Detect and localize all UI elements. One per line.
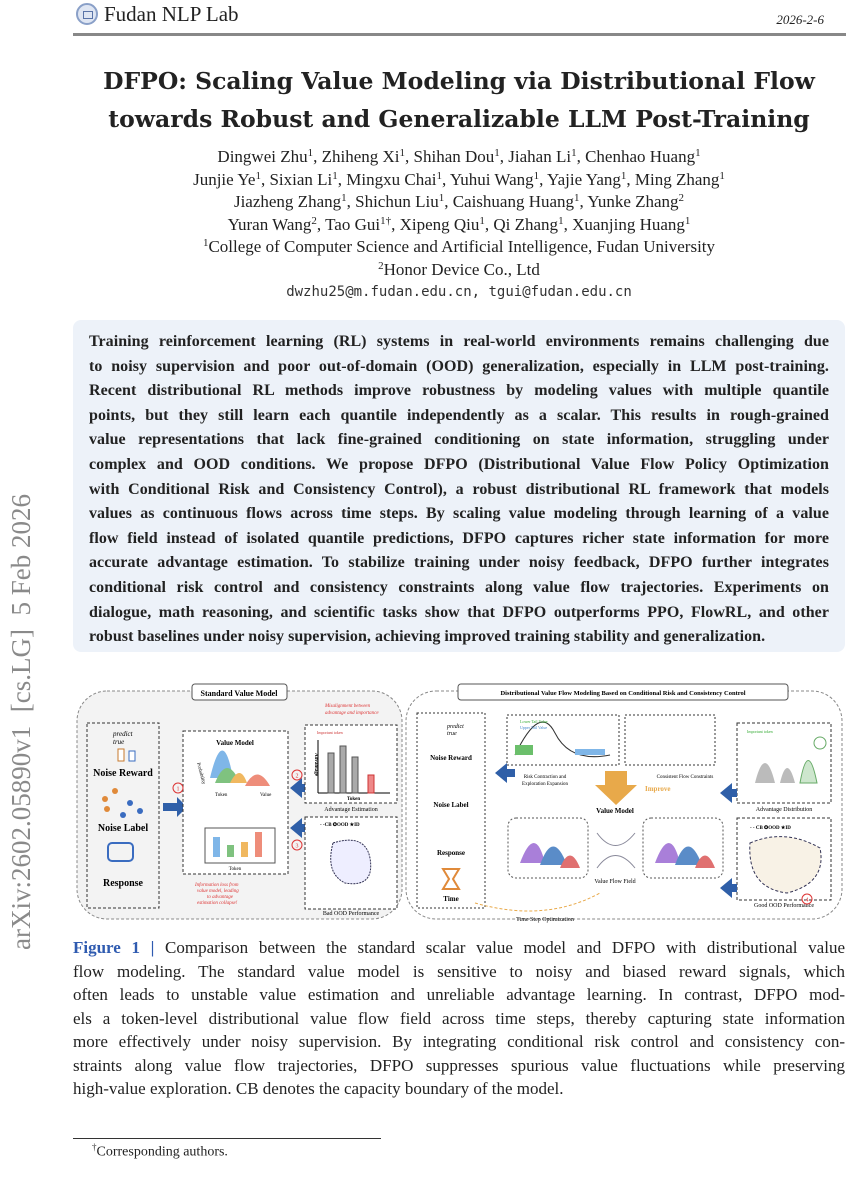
caption-line: flow modeling. The standard value model is sensitive to noisy and biased reward signals, which (73, 961, 845, 981)
affiliation-mark: 1 (341, 192, 347, 204)
abstract-line: values as continuous flows across time steps. By scaling value modeling through learning of a value (89, 505, 829, 523)
author-line: Dingwei Zhu$^1$, Zhiheng Xi$^1$, Shihan Dou$^1$, Jiahan Li$^1$, Chenhao Huang$^1$ (217, 147, 701, 166)
caption-text: Comparison between the standard scalar value model and DFPO with distributional value (154, 938, 845, 957)
figure-caption (73, 936, 845, 1101)
abstract-line: Recent distributional RL methods improve robustness by modeling values with multiple quantile (89, 382, 829, 400)
figure-label-text: Improve (645, 785, 671, 793)
header-date: 2026-2-6 (776, 12, 824, 27)
figure-label-text: Advantage Estimation (324, 807, 378, 813)
affiliation-mark: 1 (255, 169, 261, 182)
abstract-line: Training reinforcement learning (RL) systems in real-world environments remains challenging due (89, 333, 829, 350)
author-name: Mingxu Chai (346, 169, 437, 189)
abstract-line: accurate advantage estimation. To stabilize training under noisy feedback, DFPO further integrates (89, 554, 829, 572)
affiliation-mark: 1 (719, 169, 725, 182)
affiliation-mark: 1 (436, 169, 442, 182)
figure-label-text: - - CB ✪OOD ★ID (750, 826, 791, 831)
figure-label-text: advantage and importance (325, 711, 379, 716)
author-name: Shichun Liu (355, 192, 439, 211)
figure-label-text: value model, leading (197, 889, 239, 894)
affiliation: $^1$College of Computer Science and Artificial Intelligence, Fudan University (202, 237, 716, 256)
author-name: Shihan Dou (413, 147, 495, 166)
figure-label-text: Important token (317, 730, 343, 735)
caption-line: high-value exploration. CB denotes the capacity boundary of the model. (73, 1079, 564, 1098)
abstract-box (73, 320, 845, 652)
footnote: †Corresponding authors. (92, 1142, 228, 1160)
caption-line: els a token-level distributional value flow field across time steps, thereby capturing state information (73, 1008, 845, 1028)
abstract-line: robust baselines under noisy supervision, achieving improved training stability and generalization. (89, 628, 766, 646)
affiliation-mark: 1 (620, 169, 627, 182)
figure-label-text: Information loss from (195, 883, 239, 888)
figure-label-text: Probability (195, 762, 206, 785)
left-title: Standard Value Model (200, 689, 278, 698)
figure-label-text: true (447, 731, 457, 737)
right-title: Distributional Value Flow Modeling Based on Conditional Risk and Consistency Control (500, 690, 746, 697)
caption-line: straints along value flow trajectories, DFPO suppresses spurious value fluctuations while preserving (73, 1055, 845, 1075)
affiliation-mark: 1 (558, 214, 564, 227)
figure-label-text: Good OOD Performance (754, 903, 814, 909)
figure-label-text: Noise Reward (430, 754, 472, 762)
author-line: Yuran Wang$^2$, Tao Gui$^{1\dagger}$, Xipeng Qiu$^1$, Qi Zhang$^1$, Xuanjing Huang$^1$ (227, 214, 691, 234)
abstract-line: with Conditional Risk and Consistency Control), a robust distributional RL framework that models (89, 480, 829, 498)
figure-label-text: 1 (176, 786, 180, 793)
figure-label-text: Response (436, 849, 466, 857)
figure-label-text: Token (347, 797, 361, 802)
author-name: Dingwei Zhu (217, 147, 308, 166)
figure-label-text: Token (215, 793, 228, 798)
affiliation-mark: 1 (307, 147, 314, 159)
affiliation-mark: 1 (574, 192, 580, 204)
abstract-line: complex and OOD conditions. We propose DFPO (Distributional Value Flow Policy Optimization (89, 455, 829, 473)
affiliation: $^2$Honor Device Co., Ltd (378, 259, 540, 279)
arxiv-stamp[interactable]: arXiv:2602.05890v1 [cs.LG] 5 Feb 2026 (6, 494, 36, 950)
abstract-line: to noisy supervision and poor out-of-domain (OOD) generalization, especially in LLM post-training. (89, 357, 829, 375)
figure-label-text: Exploration Expansion (522, 782, 568, 787)
author-name: Tao Gui (325, 214, 381, 234)
affiliation-mark: 1 (494, 147, 500, 159)
caption-line (73, 936, 845, 960)
author-name: Xipeng Qiu (399, 214, 480, 234)
caption-line: more effectively under noisy supervision. By integrating conditional risk control and consistency con- (73, 1032, 845, 1051)
abstract-line: value representations that lack fine-grained conditioning on state information, struggling under (89, 431, 829, 449)
title-line: towards Robust and Generalizable LLM Post-Training (108, 105, 810, 133)
affiliation-mark: 1 (533, 169, 540, 182)
affiliation-mark: 1 (399, 147, 406, 159)
author-line: Junjie Ye$^1$, Sixian Li$^1$, Mingxu Chai$^1$, Yuhui Wang$^1$, Yajie Yang$^1$, Ming Zhang$^1$ (193, 169, 725, 189)
figure-label-text: Misalignment between (325, 704, 371, 709)
figure-label-text: Value Flow Field (594, 879, 636, 885)
author-line: Jiazheng Zhang$^1$, Shichun Liu$^1$, Caishuang Huang$^1$, Yunke Zhang$^2$ (233, 192, 685, 211)
figure-label-text: - -CB ✪OOD ★ID (320, 823, 360, 828)
figure-label-text: Bad OOD Performance (322, 911, 380, 917)
affiliation-mark: 2 (678, 192, 685, 204)
figure-label-text: Time (443, 895, 459, 903)
dfpo-panel (406, 684, 842, 923)
figure-label-text: Response (102, 878, 144, 889)
figure-label-text: Lower Tail Value (520, 719, 548, 724)
paper-title (73, 62, 845, 138)
author-name: Qi Zhang (493, 214, 559, 234)
author-name: Yunke Zhang (587, 192, 679, 211)
caption-line: often leads to unstable value estimation and unreliable advantage learning. In contrast, DFPO mod- (73, 985, 845, 1004)
affiliation-mark: 1† (380, 214, 392, 227)
figure-label-text: Risk Contraction and (523, 775, 567, 780)
author-name: Junjie Ye (193, 169, 256, 189)
standard-value-model-panel (77, 684, 402, 919)
figure-label-text: to advantage (207, 895, 233, 900)
abstract-line: conditional risk control and consistency constraints along value flow trajectories. Experiments on (89, 578, 829, 596)
figure-label-text: Noise Label (433, 801, 469, 809)
affiliation-mark: 1 (684, 214, 691, 227)
figure-label-text: Upper Tail Value (520, 725, 548, 730)
author-name: Ming Zhang (634, 169, 720, 189)
figure-1 (75, 683, 845, 923)
author-name: Jiahan Li (508, 147, 572, 166)
figure-label-text: Advantage Distribution (755, 807, 813, 813)
affiliation-mark: 1 (479, 214, 485, 227)
author-name: Caishuang Huang (452, 192, 575, 211)
figure-label-text: true (113, 738, 125, 746)
title-line: DFPO: Scaling Value Modeling via Distributional Flow (103, 67, 815, 95)
figure-label-text: Consistent Flow Constraints (656, 775, 714, 780)
figure-label-text: predict (447, 724, 464, 730)
author-name: Yajie Yang (547, 169, 621, 189)
figure-label-text: Advantage (313, 753, 318, 777)
figure-label-text: 4 (805, 897, 809, 904)
figure-label-text: Noise Reward (93, 768, 153, 779)
affiliation-mark: 1 (332, 169, 338, 182)
figure-label-text: predict (113, 730, 133, 738)
fudan-logo-icon (76, 3, 98, 25)
figure-label-text: 3 (295, 843, 299, 850)
author-name: Yuhui Wang (449, 169, 534, 189)
author-name: Yuran Wang (227, 214, 312, 234)
affiliation-mark: 1 (438, 192, 445, 204)
figure-label-text: Value Model (216, 739, 254, 747)
figure-label-text: Important token (747, 729, 773, 734)
figure-label-text: Value Model (596, 807, 634, 815)
figure-label-text: Time Step Optimization (516, 917, 574, 923)
figure-label-text: estimation collapse! (197, 901, 238, 906)
figure-label-text: Value (260, 793, 272, 798)
header-rule (73, 33, 846, 36)
affiliation-mark: 2 (311, 214, 317, 227)
contact-email[interactable]: dwzhu25@m.fudan.edu.cn, tgui@fudan.edu.cn (286, 284, 632, 300)
affiliation-mark: 1 (571, 147, 577, 159)
abstract-line: points, but they still learn each quantile independently as a scalar. This results in rough-grained (89, 406, 829, 424)
author-name: Xuanjing Huang (572, 214, 685, 234)
author-name: Chenhao Huang (585, 147, 696, 166)
figure-label-text: Noise Label (97, 823, 149, 834)
author-name: Jiazheng Zhang (233, 192, 342, 211)
figure-label-text: Token (228, 867, 242, 872)
lab-name: Fudan NLP Lab (104, 2, 239, 26)
figure-label-text: 2 (295, 773, 299, 780)
author-name: Sixian Li (269, 169, 333, 189)
footnote-rule (73, 1138, 381, 1139)
figure-label[interactable]: Figure 1 | (73, 938, 155, 957)
author-name: Zhiheng Xi (321, 147, 400, 166)
affiliation-mark: 1 (695, 147, 701, 159)
abstract-line: flow field instead of isolated quantile predictions, DFPO captures richer state information for more (89, 529, 829, 547)
abstract-line: dialogue, math reasoning, and scientific tasks show that DFPO outperforms PPO, FlowRL, and other (89, 603, 829, 621)
author-block (73, 146, 845, 304)
